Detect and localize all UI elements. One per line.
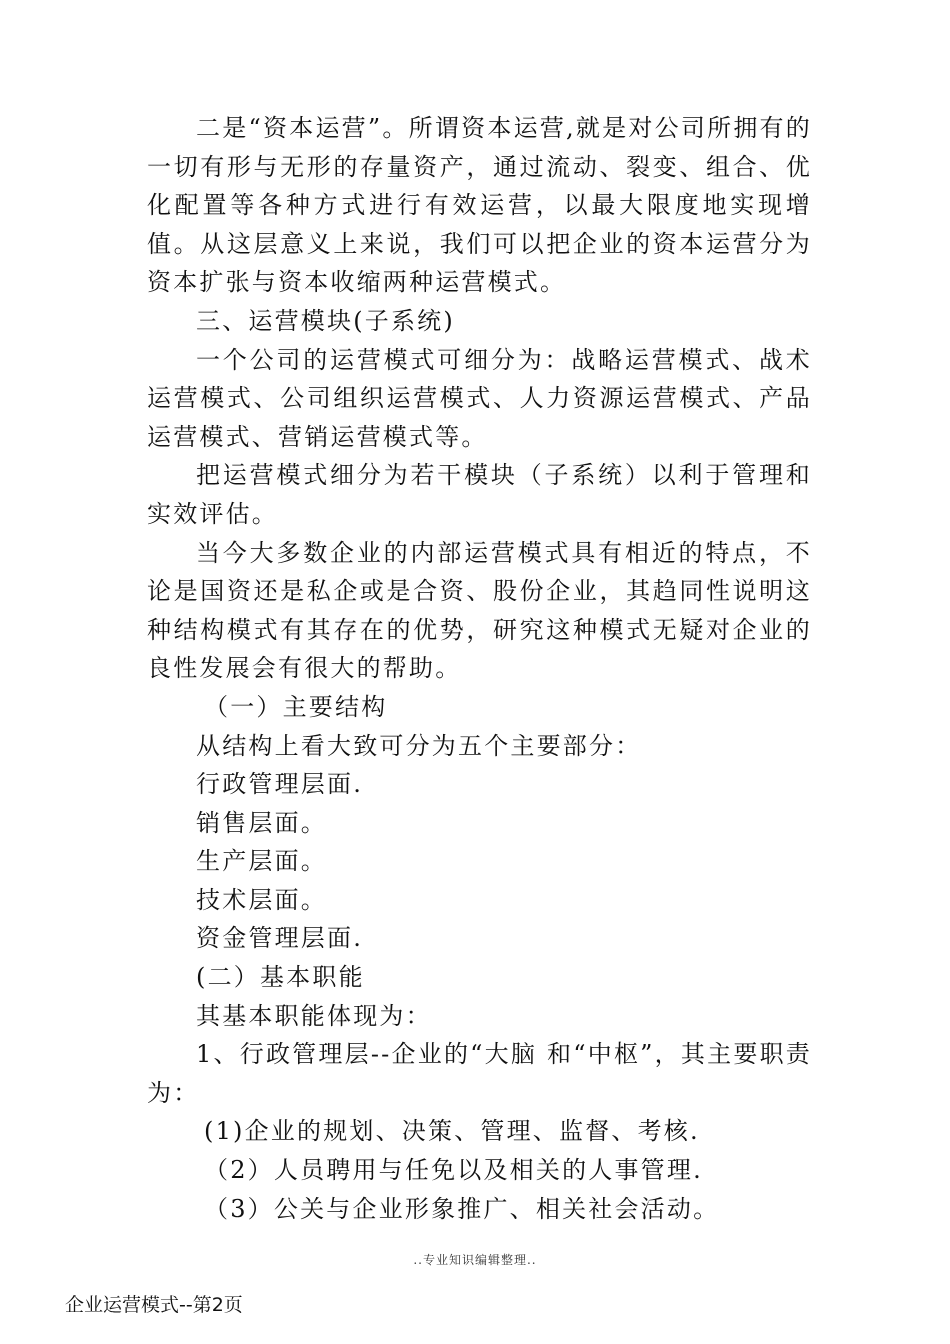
paragraph-mode-breakdown: 一个公司的运营模式可细分为：战略运营模式、战术运营模式、公司组织运营模式、人力资源运营模式、产品运营模式、营销运营模式等。 — [147, 345, 812, 451]
list-item-duty-2: （2）人员聘用与任免以及相关的人事管理. — [204, 1156, 703, 1185]
subheading-main-structure: （一）主要结构 — [204, 692, 388, 721]
paragraph-capital-operation: 二是“资本运营”。所谓资本运营,就是对公司所拥有的一切有形与无形的存量资产，通过流动、裂变、组合、优化配置等各种方式进行有效运营，以最大限度地实现增值。从这层意义上来说，我们可以把企业的资本运营分为资本扩张与资本收缩两种运营模式。 — [147, 114, 812, 297]
list-item-duty-3: （3）公关与企业形象推广、相关社会活动。 — [204, 1194, 720, 1223]
paragraph-functions-intro: 其基本职能体现为： — [196, 1001, 432, 1030]
page-footer-label: 企业运营模式--第2页 — [65, 1294, 243, 1316]
subheading-basic-functions: (二）基本职能 — [196, 963, 365, 992]
list-item-production-level: 生产层面。 — [196, 847, 327, 876]
list-item-sales-level: 销售层面。 — [196, 808, 327, 837]
list-item-technology-level: 技术层面。 — [196, 885, 327, 914]
list-item-finance-level: 资金管理层面. — [196, 924, 364, 953]
paragraph-common-features: 当今大多数企业的内部运营模式具有相近的特点，不论是国资还是私企或是合资、股份企业，其趋同性说明这种结构模式有其存在的优势，研究这种模式无疑对企业的良性发展会有很大的帮助。 — [147, 538, 812, 683]
section-heading-modules: 三、运营模块(子系统) — [196, 306, 455, 335]
list-item-admin-level: 行政管理层面. — [196, 770, 364, 799]
document-body — [147, 109, 812, 1228]
list-item-duty-1: (1)企业的规划、决策、管理、监督、考核. — [204, 1117, 700, 1146]
paragraph-structure-intro: 从结构上看大致可分为五个主要部分： — [196, 731, 642, 760]
paragraph-module-purpose: 把运营模式细分为若干模块（子系统）以利于管理和实效评估。 — [147, 461, 812, 528]
paragraph-admin-duties: 1、行政管理层--企业的“大脑 和“中枢”，其主要职责为： — [147, 1040, 812, 1107]
footer-note: ..专业知识编辑整理.. — [413, 1253, 537, 1267]
